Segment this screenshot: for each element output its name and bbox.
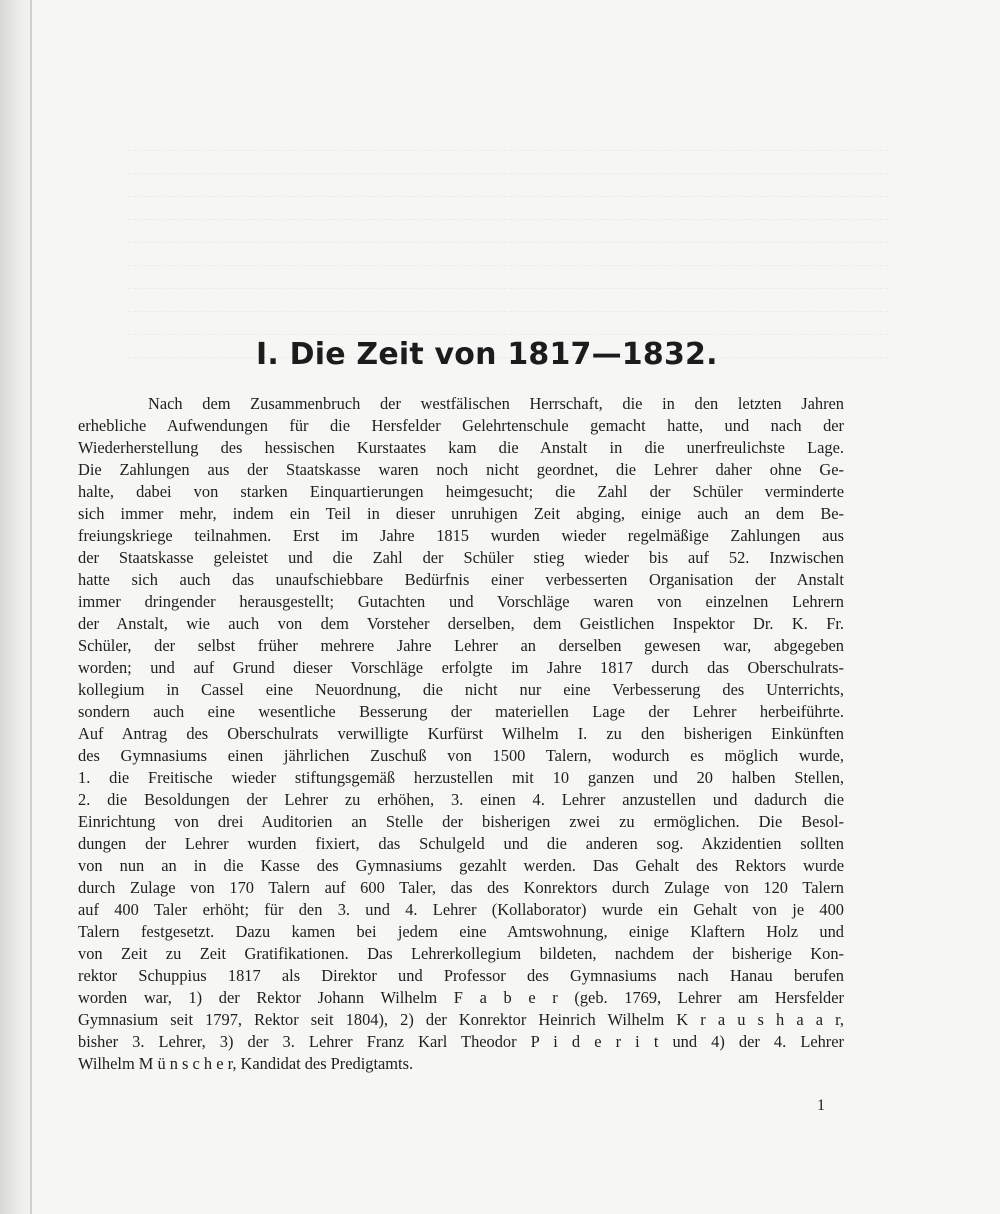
text-line: der Staatskasse geleistet und die Zahl der Schüler stieg wieder bis auf 52. Inzwischen — [78, 548, 844, 567]
text-line: auf 400 Taler erhöht; für den 3. und 4. Lehrer (Kollaborator) wurde ein Gehalt von je 400 — [78, 900, 844, 919]
show-through-line — [128, 243, 888, 266]
text-line: Talern festgesetzt. Dazu kamen bei jedem eine Amtswohnung, einige Klaftern Holz und — [78, 922, 844, 941]
chapter-title: I. Die Zeit von 1817—1832. — [256, 337, 718, 372]
show-through-line — [128, 128, 888, 151]
text-line: sich immer mehr, indem ein Teil in dieser unruhigen Zeit abging, einige auch an dem Be- — [78, 504, 844, 523]
text-line: der Anstalt, wie auch von dem Vorsteher derselben, dem Geistlichen Inspektor Dr. K. Fr. — [78, 614, 844, 633]
text-line: Schüler, der selbst früher mehrere Jahre Lehrer an derselben gewesen war, abgegeben — [78, 636, 844, 655]
text-line: Gymnasium seit 1797, Rektor seit 1804), 2) der Konrektor Heinrich Wilhelm K r a u s h a a r, — [78, 1010, 844, 1029]
text-line: Auf Antrag des Oberschulrats verwilligte Kurfürst Wilhelm I. zu den bisherigen Einkünften — [78, 724, 844, 743]
text-line: Wiederherstellung des hessischen Kurstaates kam die Anstalt in die unerfreulichste Lage. — [78, 438, 844, 457]
page-gutter-shadow — [0, 0, 34, 1214]
text-line: hatte sich auch das unaufschiebbare Bedürfnis einer verbesserten Organisation der Anstalt — [78, 570, 844, 589]
text-line: von Zeit zu Zeit Gratifikationen. Das Lehrerkollegium bildeten, nachdem der bisherige Kon- — [78, 944, 844, 963]
text-line: Die Zahlungen aus der Staatskasse waren noch nicht geordnet, die Lehrer daher ohne Ge- — [78, 460, 844, 479]
text-line: Einrichtung von drei Auditorien an Stelle der bisherigen zwei zu ermöglichen. Die Besol- — [78, 812, 844, 831]
text-line: 1. die Freitische wieder stiftungsgemäß herzustellen mit 10 ganzen und 20 halben Stellen, — [78, 768, 844, 787]
text-line: 2. die Besoldungen der Lehrer zu erhöhen, 3. einen 4. Lehrer anzustellen und dadurch die — [78, 790, 844, 809]
text-line: kollegium in Cassel eine Neuordnung, die nicht nur eine Verbesserung des Unterrichts, — [78, 680, 844, 699]
page-number: 1 — [817, 1097, 825, 1114]
show-through-line — [128, 289, 888, 312]
show-through-line — [128, 174, 888, 197]
text-line: halte, dabei von starken Einquartierungen heimgesucht; die Zahl der Schüler verminderte — [78, 482, 844, 501]
show-through-line — [128, 220, 888, 243]
show-through-line — [128, 197, 888, 220]
text-line: Nach dem Zusammenbruch der westfälischen Herrschaft, die in den letzten Jahren — [148, 394, 844, 413]
text-line: von nun an in die Kasse des Gymnasiums gezahlt werden. Das Gehalt des Rektors wurde — [78, 856, 844, 875]
text-line: worden war, 1) der Rektor Johann Wilhelm F a b e r (geb. 1769, Lehrer am Hersfelder — [78, 988, 844, 1007]
show-through-line — [128, 151, 888, 174]
body-paragraph — [78, 393, 844, 1075]
text-line: worden; und auf Grund dieser Vorschläge erfolgte im Jahre 1817 durch das Oberschulrats- — [78, 658, 844, 677]
show-through-line — [128, 312, 888, 335]
text-line: bisher 3. Lehrer, 3) der 3. Lehrer Franz Karl Theodor P i d e r i t und 4) der 4. Lehrer — [78, 1032, 844, 1051]
text-line: rektor Schuppius 1817 als Direktor und Professor des Gymnasiums nach Hanau berufen — [78, 966, 844, 985]
text-line: Wilhelm M ü n s c h e r, Kandidat des Predigtamts. — [78, 1054, 414, 1073]
text-line: erhebliche Aufwendungen für die Hersfelder Gelehrtenschule gemacht hatte, und nach der — [78, 416, 844, 435]
text-line: immer dringender herausgestellt; Gutachten und Vorschläge waren von einzelnen Lehrern — [78, 592, 844, 611]
text-line: des Gymnasiums einen jährlichen Zuschuß von 1500 Talern, wodurch es möglich wurde, — [78, 746, 844, 765]
text-line: durch Zulage von 170 Talern auf 600 Taler, das des Konrektors durch Zulage von 120 Talern — [78, 878, 844, 897]
text-line: sondern auch eine wesentliche Besserung der materiellen Lage der Lehrer herbeiführte. — [78, 702, 844, 721]
text-line: freiungskriege teilnahmen. Erst im Jahre 1815 wurden wieder regelmäßige Zahlungen aus — [78, 526, 844, 545]
text-line: dungen der Lehrer wurden fixiert, das Schulgeld und die anderen sog. Akzidentien sollten — [78, 834, 844, 853]
show-through-line — [128, 266, 888, 289]
